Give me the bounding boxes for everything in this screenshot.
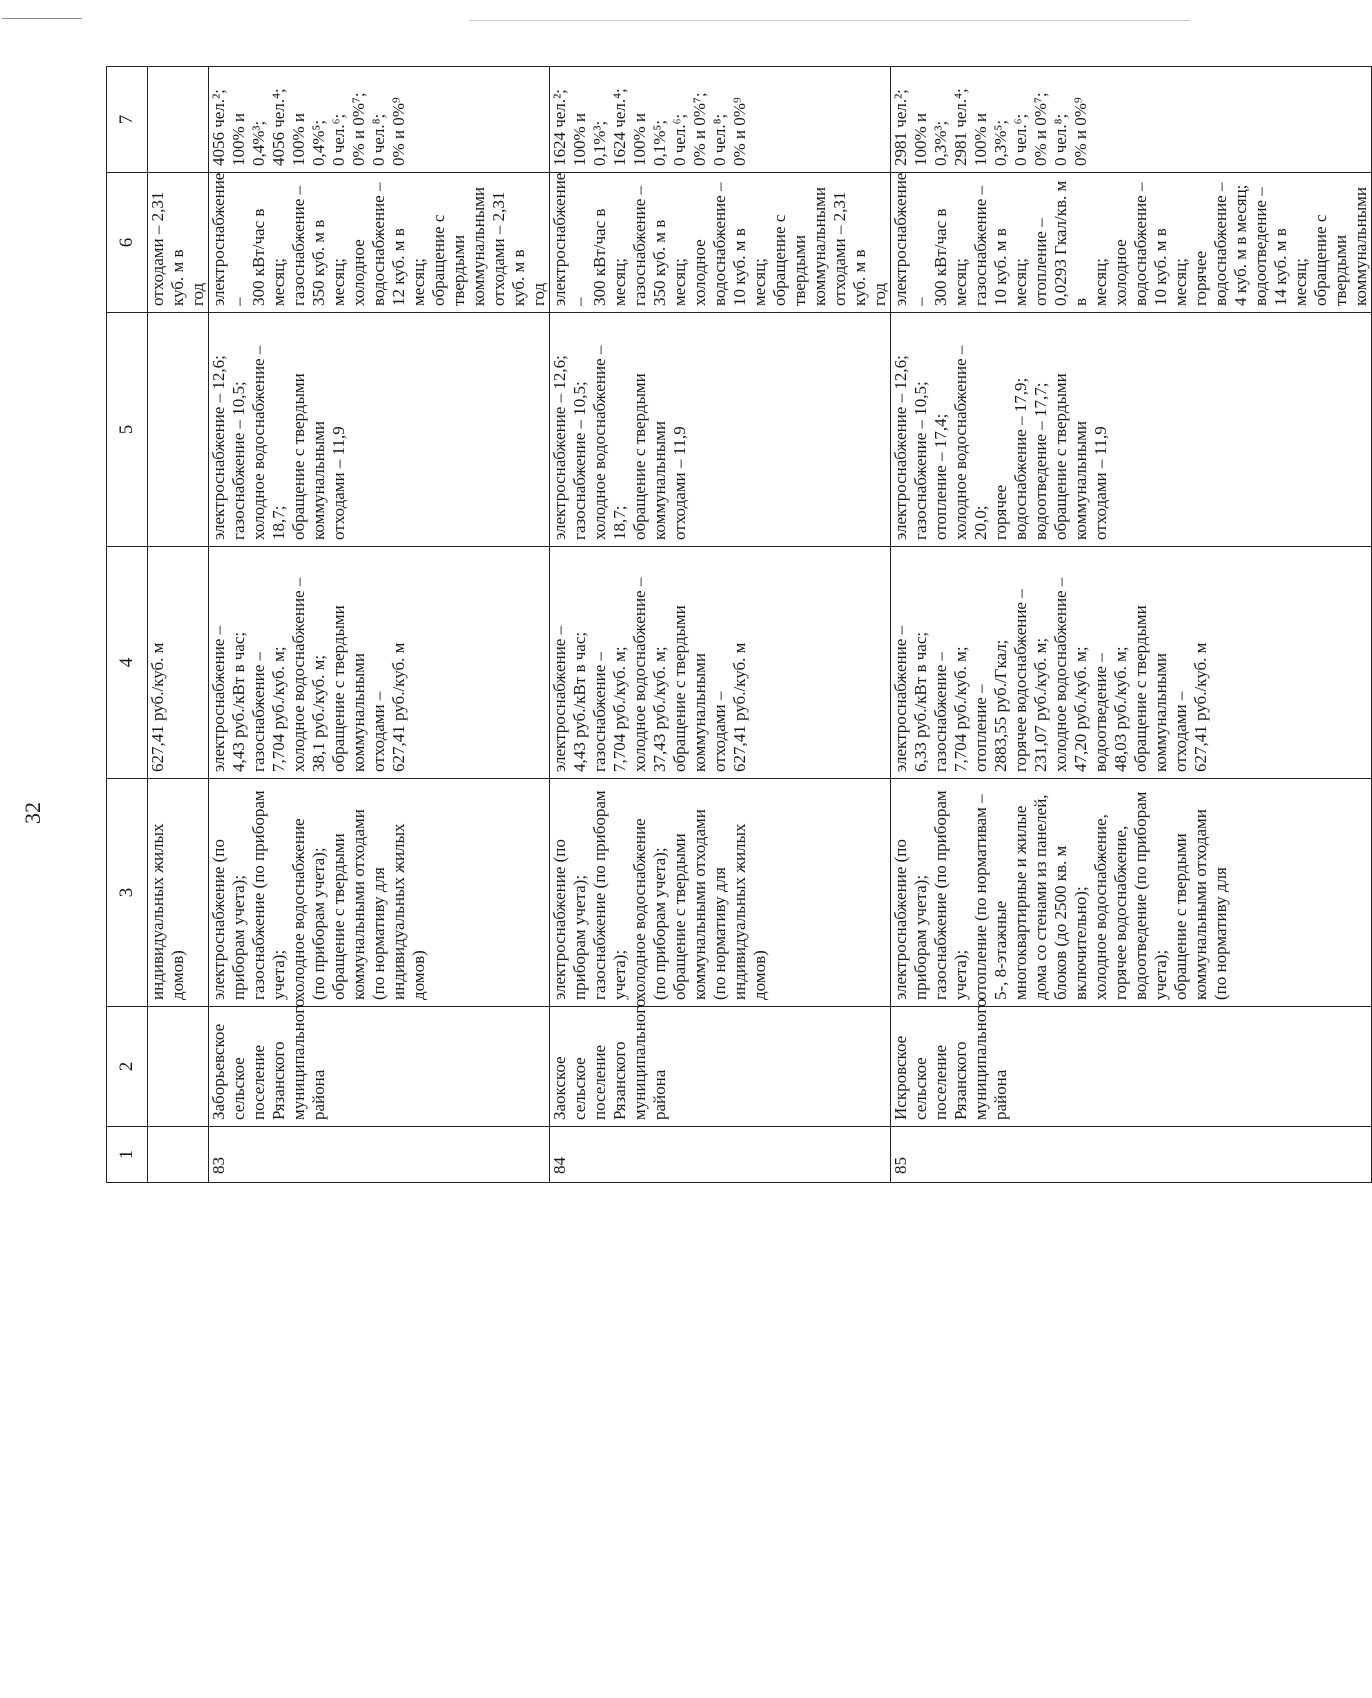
- population-cell: 2981 чел.²; 100% и 0,3%³; 2981 чел.⁴; 100% и 0,3%⁵; 0 чел.⁶; 0% и 0%⁷; 0 чел.⁸; 0% и 0%⁹: [891, 67, 1372, 173]
- column-header: 5: [107, 313, 148, 547]
- table-cell: [148, 1007, 209, 1127]
- table-cell: [148, 313, 209, 547]
- table-row: [550, 67, 891, 1183]
- continuation-row: [148, 67, 209, 1183]
- tariff-table: [106, 66, 1372, 1183]
- row-number: 84: [550, 1127, 891, 1183]
- column-header: 4: [107, 547, 148, 779]
- column-header: 6: [107, 173, 148, 313]
- scan-mark-top-right: [470, 20, 1190, 21]
- rates-cell: электроснабжение – 12,6; газоснабжение – 10,5; холодное водоснабжение – 18,7; обращение с твердыми коммунальными отходами – 11,9: [209, 313, 550, 547]
- column-header: 7: [107, 67, 148, 173]
- table-row: [209, 67, 550, 1183]
- table-cell: индивидуальных жилых домов): [148, 779, 209, 1007]
- header-row: [107, 67, 148, 1183]
- table-cell: [148, 67, 209, 173]
- settlement-cell: Искровское сельское поселение Рязанского муниципального района: [891, 1007, 1372, 1127]
- tariffs-cell: электроснабжение – 6,33 руб./кВт в час; газоснабжение – 7,704 руб./куб. м; отопление – 2883,55 руб./Гкал; горячее водоснабжение – 231,07 руб./куб. м; холодное водоснабжение – 47,20 руб./куб. м; водоотведение – 48,03 руб./куб. м; обращение с твердыми коммунальными отходами – 627,41 руб./куб. м: [891, 547, 1372, 779]
- page-number: [22, 800, 44, 826]
- row-number: 85: [891, 1127, 1372, 1183]
- services-cell: электроснабжение (по приборам учета); газоснабжение (по приборам учета); холодное водоснабжение (по приборам учета); обращение с твердыми коммунальными отходами (по нормативу для индивидуальных жилых домов): [209, 779, 550, 1007]
- volumes-cell: электроснабжение – 300 кВт/час в месяц; газоснабжение – 350 куб. м в месяц; холодное водоснабжение – 10 куб. м в месяц; обращение с твердыми коммунальными отходами – 2,31 куб. м в год: [550, 173, 891, 313]
- services-cell: электроснабжение (по приборам учета); газоснабжение (по приборам учета); холодное водоснабжение (по приборам учета); обращение с твердыми коммунальными отходами (по нормативу для индивидуальных жилых домов): [550, 779, 891, 1007]
- tariff-table-rotated: [106, 67, 1370, 1183]
- table-cell: 627,41 руб./куб. м: [148, 547, 209, 779]
- page-number-text: 32: [20, 802, 45, 824]
- column-header: 3: [107, 779, 148, 1007]
- tariffs-cell: электроснабжение – 4,43 руб./кВт в час; газоснабжение – 7,704 руб./куб. м; холодное водоснабжение – 38,1 руб./куб. м; обращение с твердыми коммунальными отходами – 627,41 руб./куб. м: [209, 547, 550, 779]
- rates-cell: электроснабжение – 12,6; газоснабжение – 10,5; холодное водоснабжение – 18,7; обращение с твердыми коммунальными отходами – 11,9: [550, 313, 891, 547]
- volumes-cell: электроснабжение – 300 кВт/час в месяц; газоснабжение – 350 куб. м в месяц; холодное водоснабжение – 12 куб. м в месяц; обращение с твердыми коммунальными отходами – 2,31 куб. м в год: [209, 173, 550, 313]
- table-cell: [148, 1127, 209, 1183]
- column-header: 1: [107, 1127, 148, 1183]
- row-number: 83: [209, 1127, 550, 1183]
- column-header: 2: [107, 1007, 148, 1127]
- table-cell: отходами – 2,31 куб. м в год: [148, 173, 209, 313]
- rates-cell: электроснабжение – 12,6; газоснабжение – 10,5; отопление – 17,4; холодное водоснабжение – 20,0; горячее водоснабжение – 17,9; водоотведение – 17,7; обращение с твердыми коммунальными отходами – 11,9: [891, 313, 1372, 547]
- population-cell: 4056 чел.²; 100% и 0,4%³; 4056 чел.⁴; 100% и 0,4%⁵; 0 чел.⁶; 0% и 0%⁷; 0 чел.⁸; 0% и 0%⁹: [209, 67, 550, 173]
- population-cell: 1624 чел.²; 100% и 0,1%³; 1624 чел.⁴; 100% и 0,1%⁵; 0 чел.⁶; 0% и 0%⁷; 0 чел.⁸; 0% и 0%⁹: [550, 67, 891, 173]
- volumes-cell: электроснабжение – 300 кВт/час в месяц; газоснабжение – 10 куб. м в месяц; отопление – 0,0293 Гкал/кв. м в месяц; холодное водоснабжение – 10 куб. м в месяц; горячее водоснабжение – 4 куб. м в месяц; водоотведение – 14 куб. м в месяц; обращение с твердыми коммунальными: [891, 173, 1372, 313]
- settlement-cell: Заокское сельское поселение Рязанского муниципального района: [550, 1007, 891, 1127]
- services-cell: электроснабжение (по приборам учета); газоснабжение (по приборам учета); отопление (по нормативам – 5-, 8-этажные многоквартирные и жилые дома со стенами из панелей, блоков (до 2500 кв. м включительно); холодное водоснабжение, горячее водоснабжение, водоотведение (по приборам учета); обращение с твердыми коммунальными отходами (по нормативу для: [891, 779, 1372, 1007]
- settlement-cell: Заборьевское сельское поселение Рязанского муниципального района: [209, 1007, 550, 1127]
- tariffs-cell: электроснабжение – 4,43 руб./кВт в час; газоснабжение – 7,704 руб./куб. м; холодное водоснабжение – 37,43 руб./куб. м; обращение с твердыми коммунальными отходами – 627,41 руб./куб. м: [550, 547, 891, 779]
- scan-mark-top-left: [2, 18, 82, 19]
- table-row: [891, 67, 1372, 1183]
